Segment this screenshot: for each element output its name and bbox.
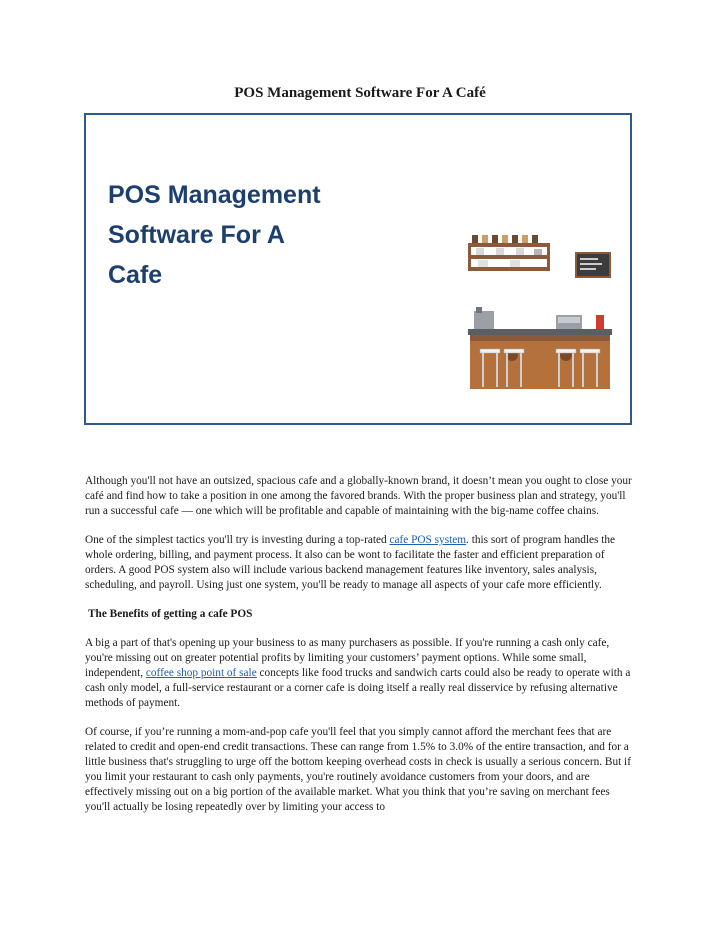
paragraph-text: . this sort of program handles the whole ordering, billing, and payment process. It also can be wont to facilitate the faster and efficient preparation of orders. A good POS system also will include various backend management features like inventory, sales analysis, scheduling, and payroll. Using just one system, you'll be ready to manage all aspects of your cafe more efficiently.	[85, 534, 616, 591]
hero-heading-line-3: Cafe	[108, 261, 163, 289]
paragraph-text: One of the simplest tactics you'll try is investing during a top-rated	[85, 534, 390, 546]
coffee-shop-pos-link[interactable]: coffee shop point of sale	[145, 667, 257, 679]
hero-heading-line-1: POS Management	[108, 181, 321, 209]
document-title: POS Management Software For A Café	[234, 85, 486, 101]
section-heading: The Benefits of getting a cafe POS	[88, 608, 253, 620]
cafe-pos-system-link[interactable]: cafe POS system	[389, 534, 467, 546]
paragraph-text: concepts like food trucks and sandwich carts could also be ready to operate with a cash only model, a full-service restaurant or a corner cafe is doing itself a really real disservice by refusing alternative methods of payment.	[85, 667, 631, 709]
paragraph-benefits	[85, 636, 637, 711]
paragraph-intro: Although you'll not have an outsized, spacious cafe and a globally-known brand, it doesn’t mean you ought to close your café and find how to take a position in one among the favored brands. With the proper business plan and strategy, you'll run a successful cafe — one which will be profitable and capable of maintaining with the big-name coffee chains.	[85, 475, 632, 517]
paragraph-pos-system	[85, 533, 637, 593]
article-body	[85, 474, 637, 829]
paragraph-text: A big a part of that's opening up your business to as many purchasers as possible. If you're running a cash only cafe, you're missing out on greater potential profits by limiting your customers’ payment options. While some small, independent,	[85, 637, 610, 679]
hero-heading-line-2: Software For A	[108, 221, 285, 249]
paragraph-merchant-fees: Of course, if you’re running a mom-and-pop cafe you'll feel that you simply cannot afford the merchant fees that are related to credit and open-end credit transactions. These can range from 1.5% to 3.0% of the entire transaction, and for a little business that's struggling to urge off the bottom keeping overhead costs in check is usually a serious concern. But if you limit your restaurant to cash only payments, you're routinely avoidance customers from your doors, and are effectively missing out on a big portion of the available market. What you think that you’re saving on merchant fees you'll actually be losing repeatedly over by limiting your access to	[85, 726, 631, 813]
coffee-shop-counter-icon	[446, 225, 616, 395]
hero-heading	[108, 175, 368, 295]
hero-image	[84, 113, 632, 425]
